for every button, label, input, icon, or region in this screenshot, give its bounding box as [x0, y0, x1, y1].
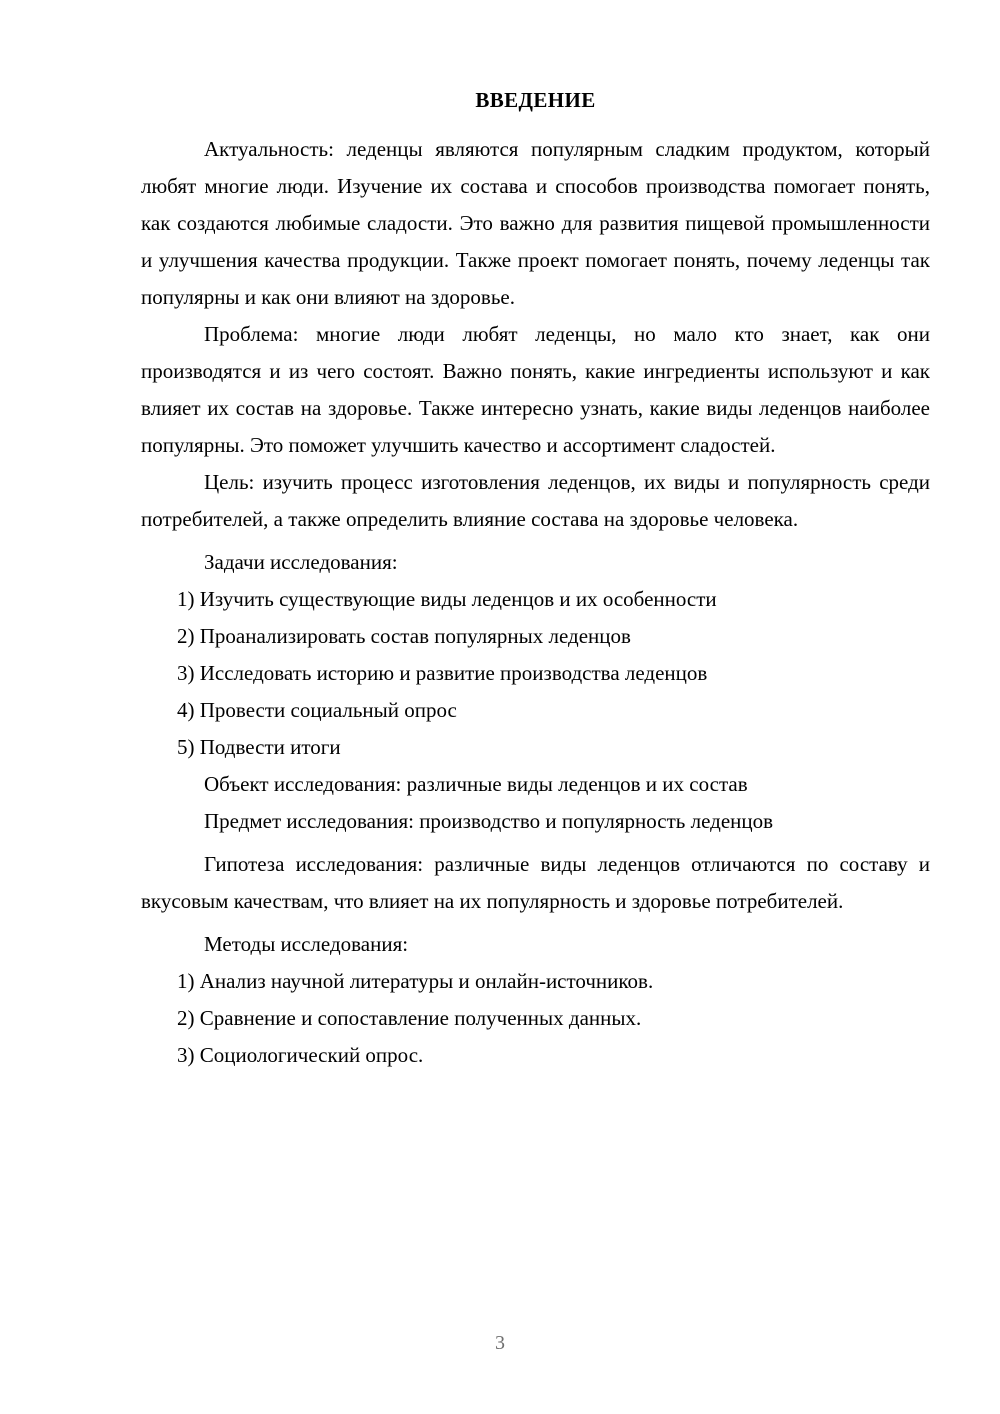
- list-item: 3) Социологический опрос.: [177, 1043, 424, 1068]
- list-item: 2) Проанализировать состав популярных леденцов: [177, 624, 631, 649]
- tasks-heading: Задачи исследования:: [204, 550, 398, 575]
- paragraph-problem: Проблема: многие люди любят леденцы, но мало кто знает, как они производятся и из чего состоят. Важно понять, какие ингредиенты используют и как влияет их состав на здоровье. Также интересно узнать, какие виды леденцов наиболее популярны. Это поможет улучшить качество и ассортимент сладостей.: [141, 322, 930, 458]
- paragraph-goal: Цель: изучить процесс изготовления леденцов, их виды и популярность среди потребителей, а также определить влияние состава на здоровье человека.: [141, 470, 930, 532]
- document-body: [141, 88, 930, 1074]
- list-item: 5) Подвести итоги: [177, 735, 341, 760]
- subject-of-research-line: Предмет исследования: производство и популярность леденцов: [204, 809, 774, 834]
- list-item: 1) Анализ научной литературы и онлайн-источников.: [177, 969, 654, 994]
- page-title: ВВЕДЕНИЕ: [475, 88, 596, 112]
- list-item: 2) Сравнение и сопоставление полученных данных.: [177, 1006, 642, 1031]
- list-item: 1) Изучить существующие виды леденцов и их особенности: [177, 587, 717, 612]
- methods-list: [141, 963, 930, 1074]
- paragraph-relevance: Актуальность: леденцы являются популярным сладким продуктом, который любят многие люди. Изучение их состава и способов производства помогает понять, как создаются любимые сладости. Это важно для развития пищевой промышленности и улучшения качества продукции. Также проект помогает понять, почему леденцы так популярны и как они влияют на здоровье.: [141, 137, 930, 310]
- paragraph-hypothesis: Гипотеза исследования: различные виды леденцов отличаются по составу и вкусовым качествам, что влияет на их популярность и здоровье потребителей.: [141, 852, 930, 914]
- list-item: 3) Исследовать историю и развитие производства леденцов: [177, 661, 708, 686]
- list-item: 4) Провести социальный опрос: [177, 698, 457, 723]
- tasks-list: [141, 581, 930, 766]
- methods-heading: Методы исследования:: [204, 932, 409, 957]
- object-of-research-line: Объект исследования: различные виды леденцов и их состав: [204, 772, 748, 797]
- page-number: 3: [495, 1332, 505, 1354]
